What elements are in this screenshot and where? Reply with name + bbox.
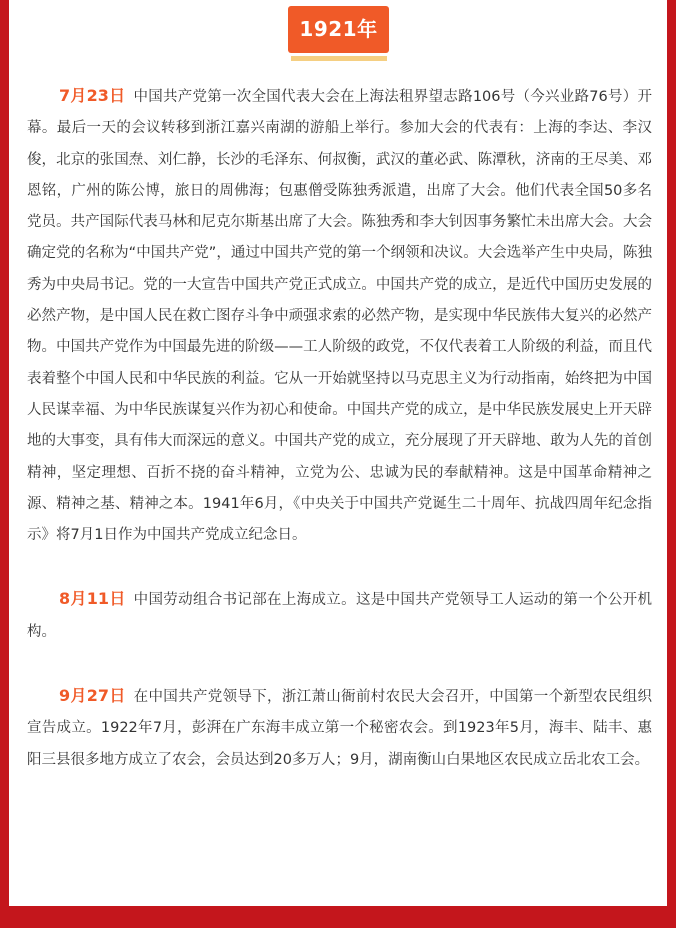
entry-text: 中国劳动组合书记部在上海成立。这是中国共产党领导工人运动的第一个公开机构。 <box>27 592 652 640</box>
entry-text: 中国共产党第一次全国代表大会在上海法租界望志路106号（今兴业路76号）开幕。最后一天的会议转移到浙江嘉兴南湖的游船上举行。参加大会的代表有：上海的李达、李汉俊，北京的张国焘、刘仁静，长沙的毛泽东、何叔衡，武汉的董必武、陈潭秋，济南的王尽美、邓恩铭，广州的陈公博，旅日的周佛海；包惠僧受陈独秀派遣，出席了大会。他们代表全国50多名党员。共产国际代表马林和尼克尔斯基出席了大会。陈独秀和李大钊因事务繁忙未出席大会。大会确定党的名称为“中国共产党”，通过中国共产党的第一个纲领和决议。大会选举产生中央局，陈独秀为中央局书记。党的一大宣告中国共产党正式成立。中国共产党的成立，是近代中国历史发展的必然产物，是中国人民在救亡图存斗争中顽强求索的必然产物，是实现中华民族伟大复兴的必然产物。中国共产党作为中国最先进的阶级——工人阶级的政党，不仅代表着工人阶级的利益，而且代表着整个中国人民和中华民族的利益。它从一开始就坚持以马克思主义为行动指南，始终把为中国人民谋幸福、为中华民族谋复兴作为初心和使命。中国共产党的成立，是中华民族发展史上开天辟地的大事变，具有伟大而深远的意义。中国共产党的成立，充分展现了开天辟地、敢为人先的首创精神，坚定理想、百折不挠的奋斗精神，立党为公、忠诚为民的奉献精神。这是中国革命精神之源、精神之基、精神之本。1941年6月，《中央关于中国共产党诞生二十周年、抗战四周年纪念指示》将7月1日作为中国共产党成立纪念日。 <box>27 89 653 544</box>
entry-date: 8月11日 <box>59 589 126 609</box>
entry-date: 9月27日 <box>59 686 126 706</box>
timeline-entry <box>27 80 652 551</box>
timeline-entry <box>27 680 652 776</box>
year-underline <box>291 56 387 61</box>
timeline-entry <box>27 583 652 648</box>
entry-date: 7月23日 <box>59 86 126 105</box>
entry-text: 在中国共产党领导下，浙江萧山衙前村农民大会召开，中国第一个新型农民组织宣告成立。1922年7月，彭湃在广东海丰成立第一个秘密农会。到1923年5月，海丰、陆丰、惠阳三县很多地方成立了农会，会员达到20多万人；9月，湖南衡山白果地区农民成立岳北农工会。 <box>27 689 652 768</box>
year-badge: 1921年 <box>288 6 389 53</box>
timeline-content <box>27 80 652 776</box>
